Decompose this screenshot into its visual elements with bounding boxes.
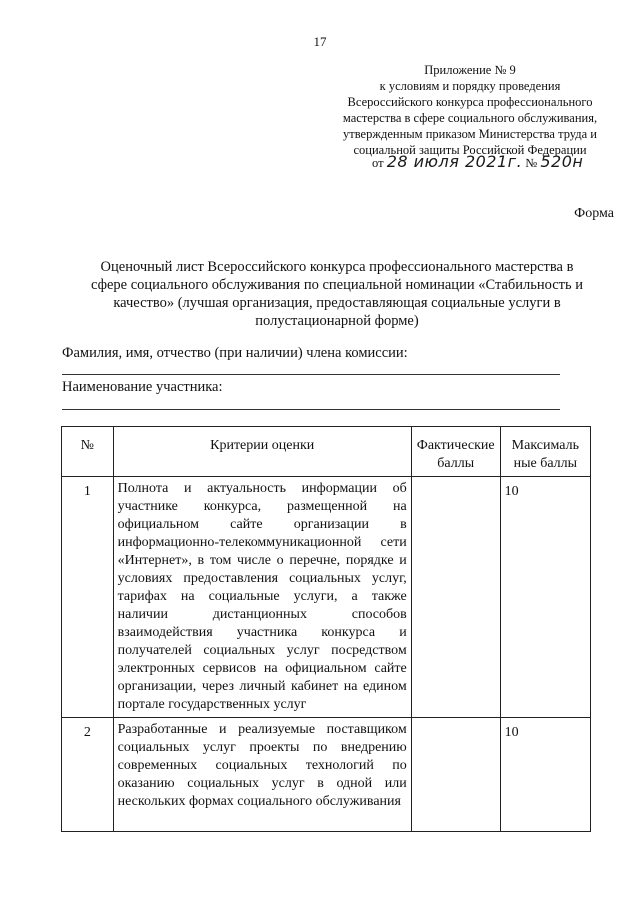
header-criteria: Критерии оценки: [113, 427, 411, 477]
page-number: 17: [313, 34, 327, 49]
row-criteria: Полнота и актуальность информации об участнике конкурса, размещенной на официальном сайте организации в информационно-телекоммуникационной сети «Интернет», в том числе о перечне, порядке и условиях предоставления социальных услуг, тарифах на социальные услуги, а также наличии дистанционных способов взаимодействия участника конкурса и получателей социальных услуг посредством электронных сервисов на официальном сайте организации, через личный кабинет на едином портале государственных услуг: [113, 477, 411, 718]
title-line: полустационарной форме): [255, 313, 419, 329]
row-actual-score[interactable]: [411, 718, 500, 832]
participant-name-label: Наименование участника:: [62, 379, 223, 395]
number-prefix: №: [525, 156, 538, 170]
header-max-score: Максималь ные баллы: [500, 427, 590, 477]
evaluation-table: [61, 426, 591, 832]
appendix-header: [314, 62, 626, 158]
row-actual-score[interactable]: [411, 477, 500, 718]
appendix-line: утвержденным приказом Министерства труда и: [343, 127, 597, 141]
appendix-line: Приложение № 9: [424, 63, 516, 77]
appendix-line: социальной защиты Российской Федерации: [353, 143, 587, 157]
appendix-line: мастерства в сфере социального обслуживания,: [342, 111, 598, 125]
commission-member-label: Фамилия, имя, отчество (при наличии) члена комиссии:: [62, 345, 408, 361]
order-date-line: [372, 152, 583, 171]
row-number: 1: [62, 477, 114, 718]
document-title: [72, 258, 602, 330]
table-header-row: [62, 427, 591, 477]
row-number: 2: [62, 718, 114, 832]
participant-name-line[interactable]: [62, 409, 560, 410]
title-line: качество» (лучшая организация, предоставляющая социальные услуги в: [113, 295, 561, 311]
header-number: №: [62, 427, 114, 477]
appendix-line: к условиям и порядку проведения: [379, 79, 561, 93]
header-actual-score: Фактические баллы: [411, 427, 500, 477]
appendix-line: Всероссийского конкурса профессионального: [347, 95, 593, 109]
date-prefix: от: [372, 156, 384, 170]
title-line: Оценочный лист Всероссийского конкурса профессионального мастерства в: [100, 259, 574, 275]
row-max-score: 10: [500, 718, 590, 832]
row-max-score: 10: [500, 477, 590, 718]
table-row: [62, 718, 591, 832]
handwritten-date: 28 июля 2021г.: [386, 152, 523, 171]
handwritten-order-number: 520н: [540, 152, 584, 171]
row-criteria: Разработанные и реализуемые поставщиком социальных услуг проекты по внедрению современных социальных технологий по оказанию социальных услуг в одной или нескольких формах социального обслуживания: [113, 718, 411, 832]
title-line: сфере социального обслуживания по специальной номинации «Стабильность и: [90, 277, 584, 293]
table-row: [62, 477, 591, 718]
form-label: Форма: [574, 206, 614, 221]
commission-member-line[interactable]: [62, 374, 560, 375]
